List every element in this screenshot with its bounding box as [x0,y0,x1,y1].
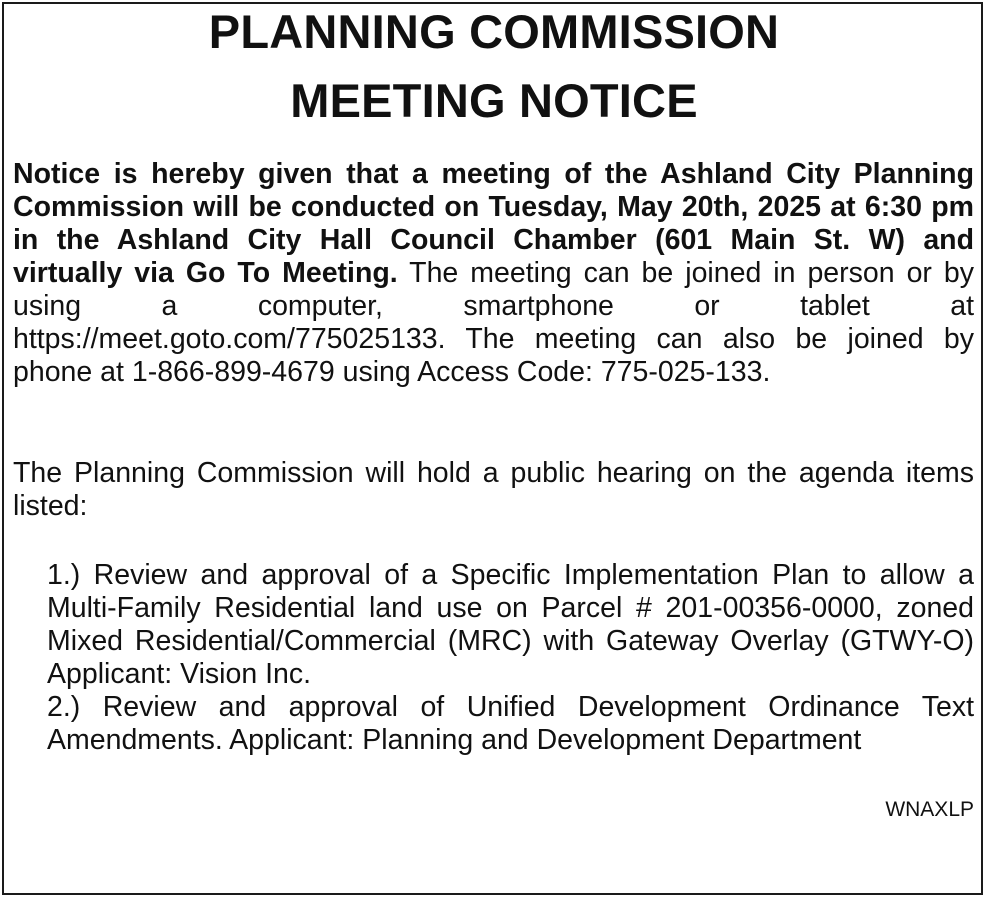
notice-title-line-2: MEETING NOTICE [290,74,698,127]
public-hearing-paragraph: The Planning Commission will hold a public hearing on the agenda items listed: [13,457,974,522]
agenda-item-1: 1.) Review and approval of a Specific Implementation Plan to allow a Multi-Family Residential land use on Parcel # 201-00356-0000, zoned Mixed Residential/Commercial (MRC) with Gateway Overlay (GTWY-O) Applicant: Vision Inc. [47,559,974,690]
notice-title-line-1: PLANNING COMMISSION [208,5,780,58]
publication-code: WNAXLP [885,798,974,821]
meeting-details-rest: The meeting can be joined in person or by using a computer, smartphone or tablet at https://meet.goto.com/775025133. The meeting can also be joined by phone at 1-866-899-4679 using Access Code: 775-025-133. [13,257,974,388]
agenda-item-2: 2.) Review and approval of Unified Development Ordinance Text Amendments. Applicant: Planning and Development Department [47,691,974,756]
notice-border [2,2,983,895]
meeting-details-lead: Notice is hereby given that a meeting of the Ashland City Planning Commission will be conducted on Tuesday, May 20th, 2025 at 6:30 pm in the Ashland City Hall Council Chamber (601 Main St. W) and virtually via Go To Meeting. [13,158,974,289]
meeting-details-paragraph [13,158,974,389]
